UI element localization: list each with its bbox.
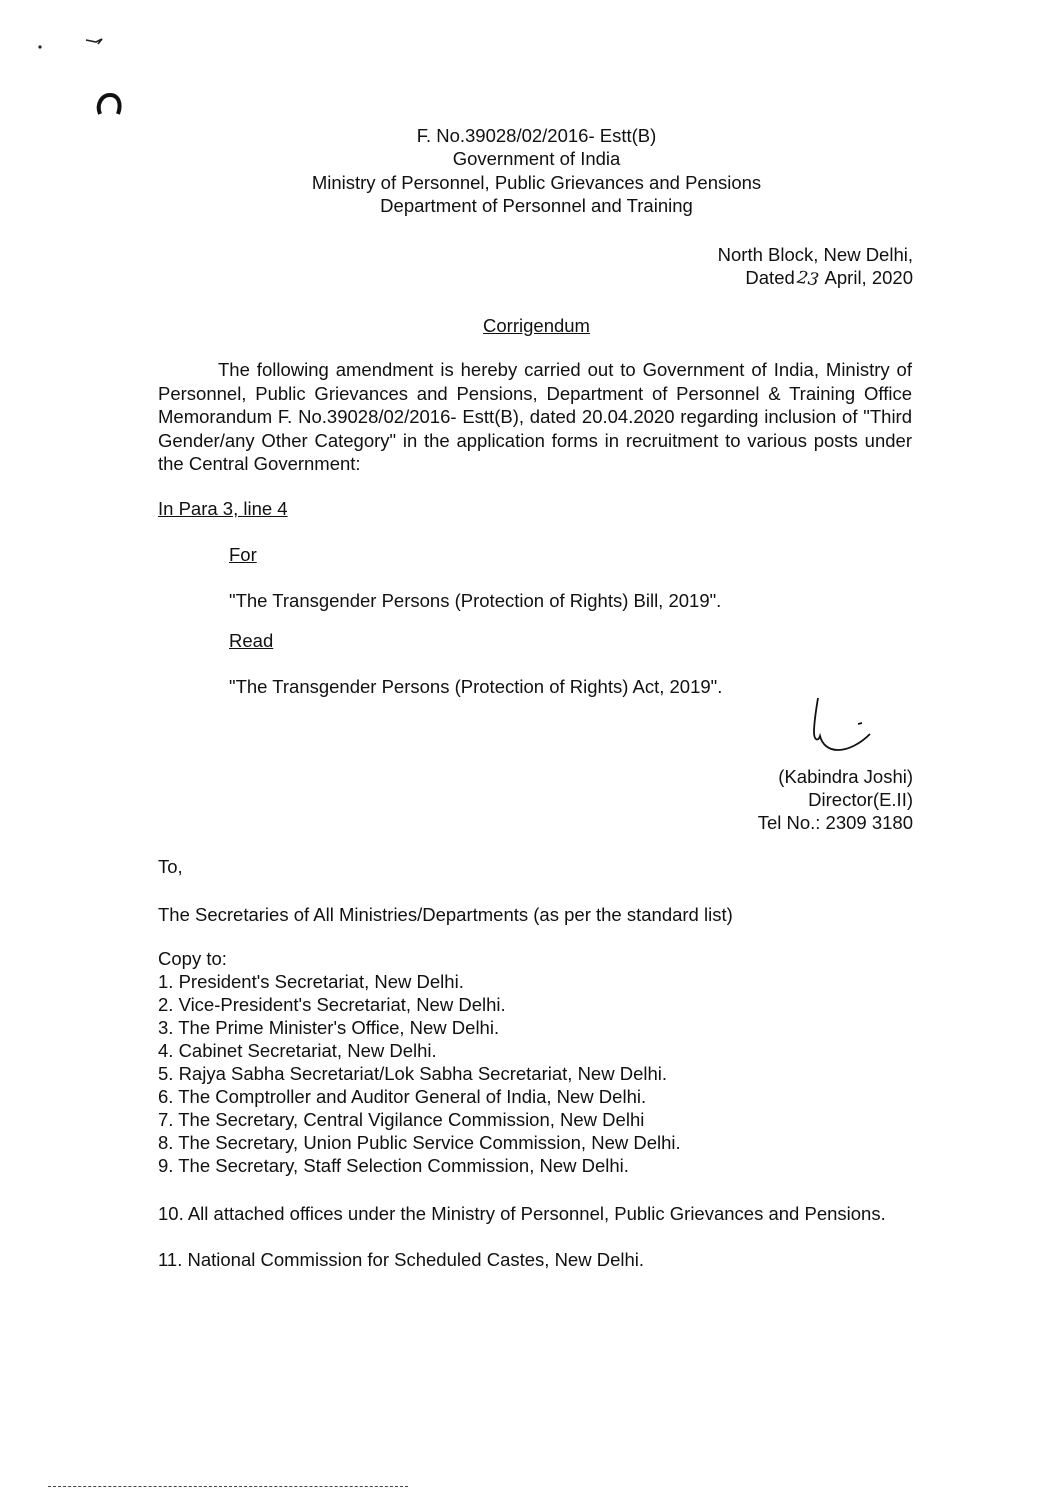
date-day-handwritten: 23 — [795, 267, 820, 291]
punch-hole-mark — [92, 88, 128, 124]
intro-text: The following amendment is hereby carried out to Government of India, Ministry of Personnel, Public Grievances and Pensions, Department of Personnel & Training Office Memorandum F. No.39028/02/2016- Estt(B), dated 20.04.2020 regarding inclusion of "Third Gender/any Other Category" in the application forms in recruitment to various posts under the Central Government: — [158, 359, 912, 474]
list-item: 6. The Comptroller and Auditor General of India, New Delhi. — [158, 1086, 647, 1107]
list-item: 3. The Prime Minister's Office, New Delhi. — [158, 1017, 500, 1038]
document-title: Corrigendum — [483, 315, 590, 336]
date-line — [745, 266, 913, 291]
scan-bottom-edge — [48, 1486, 408, 1487]
signatory-name: (Kabindra Joshi) — [778, 766, 913, 787]
list-item: 7. The Secretary, Central Vigilance Commission, New Delhi — [158, 1109, 645, 1130]
file-number: F. No.39028/02/2016- Estt(B) — [416, 125, 657, 146]
department-name: Department of Personnel and Training — [380, 195, 693, 216]
scan-speck-mark — [30, 30, 120, 60]
place: North Block, New Delhi, — [717, 244, 913, 265]
signatory-tel: Tel No.: 2309 3180 — [757, 812, 913, 833]
amendment-location: In Para 3, line 4 — [158, 498, 288, 519]
intro-paragraph — [158, 358, 912, 476]
read-label: Read — [229, 630, 274, 651]
date-rest: April, 2020 — [824, 267, 913, 288]
list-item: 10. All attached offices under the Ministry of Personnel, Public Grievances and Pensions. — [158, 1203, 886, 1224]
for-label: For — [229, 544, 257, 565]
date-prefix: Dated — [745, 267, 795, 288]
list-item: 5. Rajya Sabha Secretariat/Lok Sabha Secretariat, New Delhi. — [158, 1063, 668, 1084]
list-item: 9. The Secretary, Staff Selection Commission, New Delhi. — [158, 1155, 629, 1176]
list-item: 8. The Secretary, Union Public Service Commission, New Delhi. — [158, 1132, 681, 1153]
government-name: Government of India — [452, 148, 621, 169]
list-item: 4. Cabinet Secretariat, New Delhi. — [158, 1040, 437, 1061]
for-text: "The Transgender Persons (Protection of Rights) Bill, 2019". — [229, 590, 722, 611]
copy-to-label: Copy to: — [158, 948, 227, 969]
handwritten-signature — [800, 694, 880, 760]
read-text: "The Transgender Persons (Protection of Rights) Act, 2019". — [229, 676, 723, 697]
ministry-name: Ministry of Personnel, Public Grievances and Pensions — [311, 172, 762, 193]
list-item: 2. Vice-President's Secretariat, New Delhi. — [158, 994, 506, 1015]
signatory-designation: Director(E.II) — [808, 789, 913, 810]
addressee: The Secretaries of All Ministries/Departments (as per the standard list) — [158, 904, 733, 925]
list-item: 11. National Commission for Scheduled Castes, New Delhi. — [158, 1249, 645, 1270]
list-item: 1. President's Secretariat, New Delhi. — [158, 971, 464, 992]
to-label: To, — [158, 856, 183, 877]
